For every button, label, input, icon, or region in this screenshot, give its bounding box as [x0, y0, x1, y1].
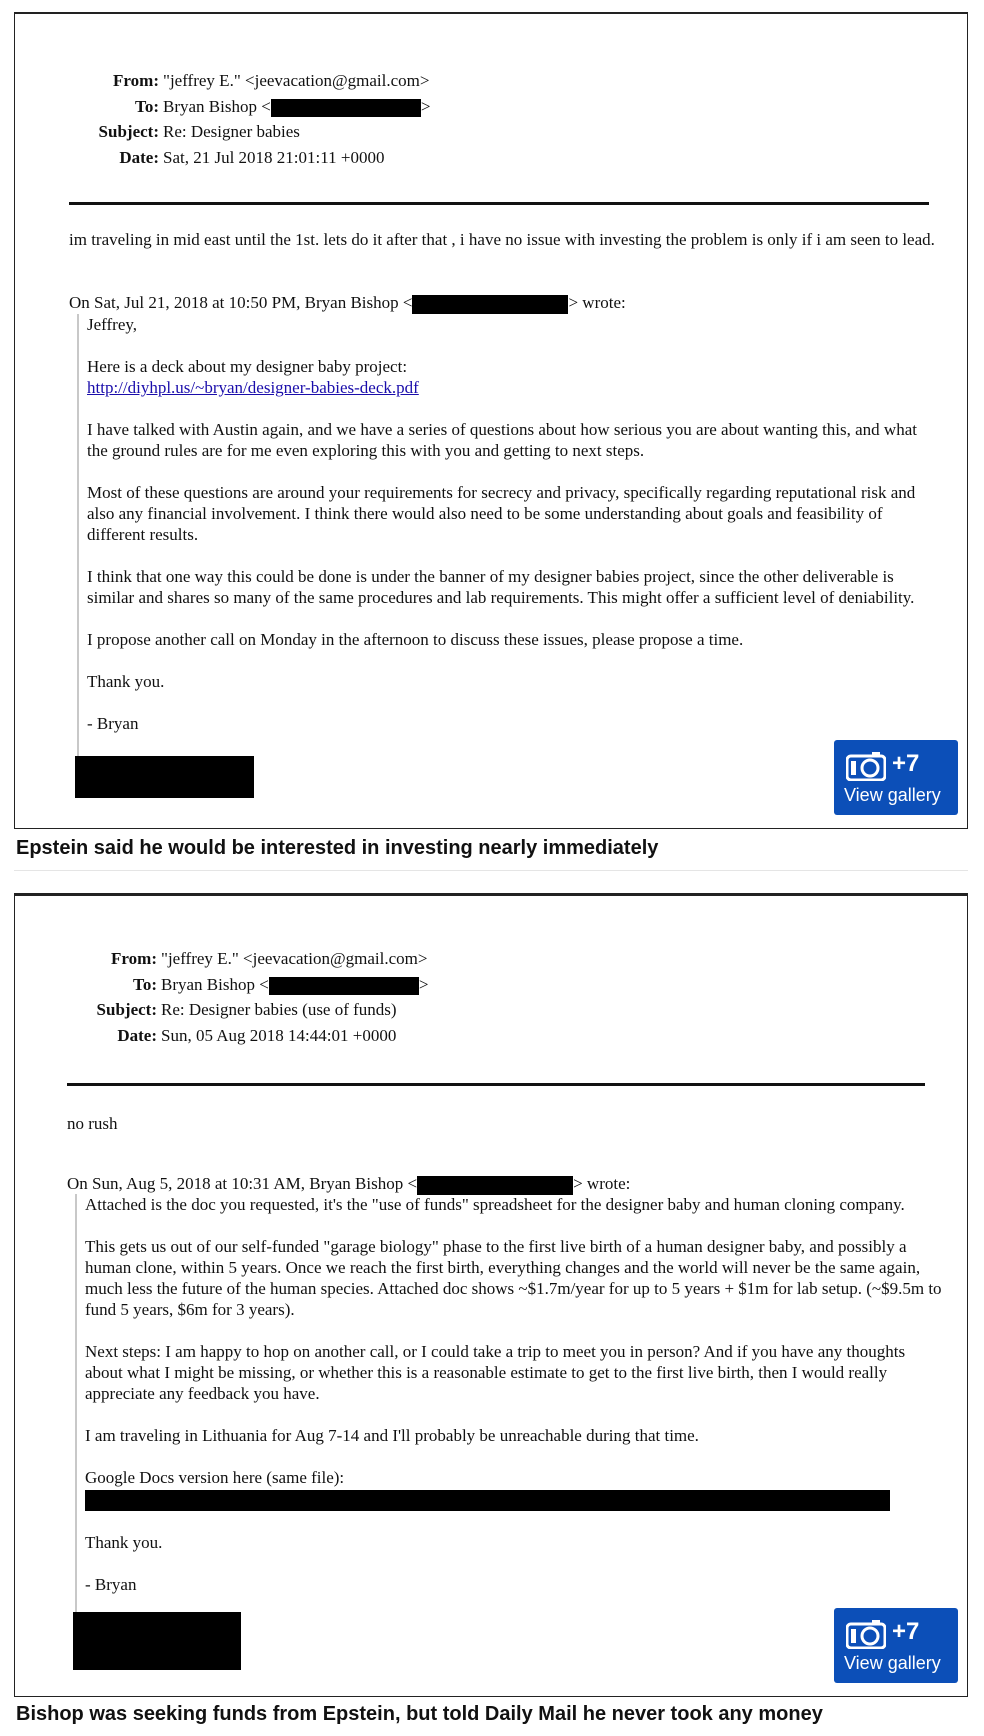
quote-paragraph: Google Docs version here (same file):	[85, 1468, 345, 1487]
divider	[14, 870, 968, 871]
gallery-count: +7	[892, 750, 920, 777]
quoted-attribution: On Sat, Jul 21, 2018 at 10:50 PM, Bryan Bishop < > wrote:	[69, 293, 626, 312]
to-value-suffix: >	[418, 974, 429, 994]
quote-paragraph: I have talked with Austin again, and we have a series of questions about how serious you are about wanting this, and what the ground rules are for me even exploring this with you and getting to next steps.	[87, 420, 917, 460]
quote-paragraph: Most of these questions are around your requirements for secrecy and privacy, specifically regarding reputational risk and also any financial involvement. I think there would also need to be some understanding about goals and feasibility of different results.	[87, 483, 916, 544]
to-label: To:	[135, 96, 159, 116]
signature: - Bryan	[85, 1574, 137, 1594]
from-value: "jeffrey E." <jeevacation@gmail.com>	[161, 949, 428, 968]
date-label: Date:	[119, 147, 159, 167]
redaction-box	[271, 99, 421, 117]
date-label: Date:	[117, 1025, 157, 1045]
to-value-suffix: >	[420, 96, 431, 116]
date-value: Sun, 05 Aug 2018 14:44:01 +0000	[161, 1025, 397, 1045]
quoted-message	[77, 314, 937, 774]
quote-paragraph: This gets us out of our self-funded "garage biology" phase to the first live birth of a human designer baby, and possibly a human clone, within 5 years. Once we reach the first birth, everything changes and the world will never be the same again, much less the future of the human species. Attached doc shows ~$1.7m/year for up to 5 years + $1m for lab setup. (~$9.5m to fund 5 years, $6m for 3 years).	[85, 1237, 942, 1319]
from-value: "jeffrey E." <jeevacation@gmail.com>	[163, 71, 430, 90]
subject-value: Re: Designer babies	[163, 122, 300, 141]
redaction-box	[417, 1176, 573, 1195]
view-gallery-button[interactable]	[834, 1608, 958, 1683]
gallery-label: View gallery	[844, 1653, 941, 1673]
redaction-box	[269, 977, 419, 995]
email-header	[15, 68, 159, 170]
thanks: Thank you.	[87, 672, 165, 691]
gallery-count: +7	[892, 1618, 920, 1645]
subject-label: Subject:	[98, 122, 159, 141]
caption-2: Bishop was seeking funds from Epstein, but told Daily Mail he never took any money	[16, 1703, 823, 1725]
reply-text: im traveling in mid east until the 1st. lets do it after that , i have no issue with investing the problem is only if i am seen to lead.	[69, 230, 935, 249]
redaction-box	[412, 295, 568, 314]
redaction-box	[75, 756, 254, 798]
redaction-box	[73, 1612, 241, 1670]
camera-icon	[846, 1619, 886, 1649]
thanks: Thank you.	[85, 1532, 163, 1552]
to-label: To:	[133, 974, 157, 994]
redaction-box	[85, 1490, 890, 1511]
deck-link[interactable]: http://diyhpl.us/~bryan/designer-babies-deck.pdf	[87, 378, 419, 397]
quote-paragraph: I think that one way this could be done is under the banner of my designer babies project, since the other deliverable is similar and shares so many of the same procedures and lab requirements. This might offer a sufficient level of deniability.	[87, 567, 915, 607]
header-divider	[69, 202, 929, 205]
subject-value: Re: Designer babies (use of funds)	[161, 1000, 397, 1019]
subject-label: Subject:	[96, 1000, 157, 1019]
to-value-prefix: Bryan Bishop <	[163, 96, 271, 116]
view-gallery-button[interactable]	[834, 740, 958, 815]
from-label: From:	[111, 949, 157, 968]
to-value-prefix: Bryan Bishop <	[161, 974, 269, 994]
quoted-attribution: On Sun, Aug 5, 2018 at 10:31 AM, Bryan Bishop < > wrote:	[67, 1174, 631, 1193]
email-header	[15, 946, 157, 1048]
quote-paragraph: Next steps: I am happy to hop on another call, or I could take a trip to meet you in person? And if you have any thoughts about what I might be missing, or whether this is a reasonable estimate to get to the first live birth, then I would really appreciate any feedback you have.	[85, 1342, 906, 1403]
signature: - Bryan	[87, 714, 139, 733]
header-divider	[67, 1083, 925, 1086]
gallery-label: View gallery	[844, 785, 941, 805]
camera-icon	[846, 751, 886, 781]
quote-paragraph: I propose another call on Monday in the afternoon to discuss these issues, please propose a time.	[87, 630, 744, 649]
reply-text: no rush	[67, 1114, 118, 1133]
quote-paragraph: Here is a deck about my designer baby project:	[87, 357, 408, 376]
email-image-1	[14, 12, 968, 829]
date-value: Sat, 21 Jul 2018 21:01:11 +0000	[163, 147, 385, 167]
greeting: Jeffrey,	[87, 315, 138, 334]
quote-paragraph: Attached is the doc you requested, it's the "use of funds" spreadsheet for the designer baby and human cloning company.	[85, 1195, 905, 1214]
email-image-2	[14, 893, 968, 1697]
caption-1: Epstein said he would be interested in investing nearly immediately	[16, 837, 659, 859]
quoted-message	[75, 1194, 945, 1664]
from-label: From:	[113, 71, 159, 90]
quote-paragraph: I am traveling in Lithuania for Aug 7-14 and I'll probably be unreachable during that time.	[85, 1426, 699, 1445]
